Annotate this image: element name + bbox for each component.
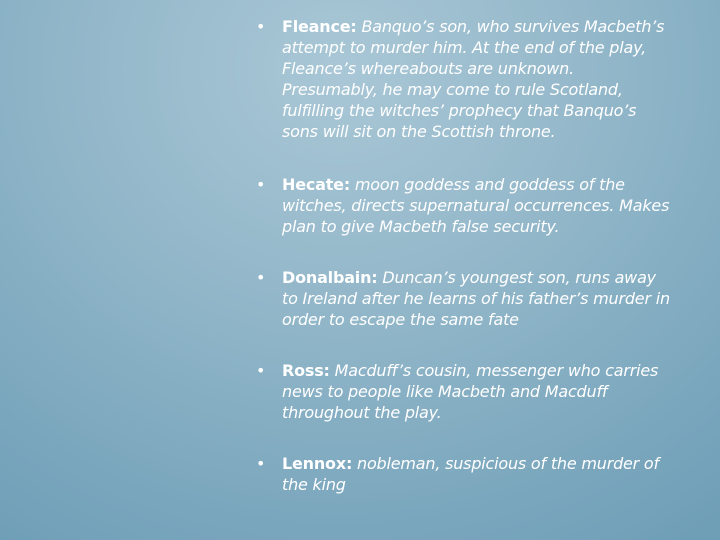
bullet-description: Banquo’s son, who survives Macbeth’s attempt to murder him. At the end of the play, Fleance’s whereabouts are unknown. Presumably, he may come to rule Scotland, fulfilling the witches’ prophecy that Banquo’s sons will sit on the Scottish throne. bbox=[282, 17, 665, 141]
bullet-point-icon: • bbox=[256, 454, 266, 473]
bullet-point-icon: • bbox=[256, 268, 266, 287]
bullet-hecate bbox=[256, 174, 674, 237]
bullet-description: moon goddess and goddess of the witches, directs supernatural occurrences. Makes plan to give Macbeth false security. bbox=[282, 175, 670, 236]
bullet-lennox bbox=[256, 453, 674, 495]
bullet-description: Duncan’s youngest son, runs away to Ireland after he learns of his father’s murder in order to escape the same fate bbox=[282, 268, 670, 329]
bullet-point-icon: • bbox=[256, 361, 266, 380]
bullet-term: Ross: bbox=[282, 361, 330, 380]
bullet-fleance bbox=[256, 16, 674, 142]
character-bullet-list bbox=[256, 16, 674, 495]
bullet-ross bbox=[256, 360, 674, 423]
bullet-description: nobleman, suspicious of the murder of the king bbox=[282, 454, 659, 494]
bullet-point-icon: • bbox=[256, 175, 266, 194]
bullet-term: Lennox: bbox=[282, 454, 353, 473]
bullet-term: Fleance: bbox=[282, 17, 357, 36]
bullet-donalbain bbox=[256, 267, 674, 330]
bullet-point-icon: • bbox=[256, 17, 266, 36]
bullet-description: Macduff’s cousin, messenger who carries news to people like Macbeth and Macduff throughout the play. bbox=[282, 361, 659, 422]
bullet-term: Donalbain: bbox=[282, 268, 378, 287]
bullet-term: Hecate: bbox=[282, 175, 351, 194]
